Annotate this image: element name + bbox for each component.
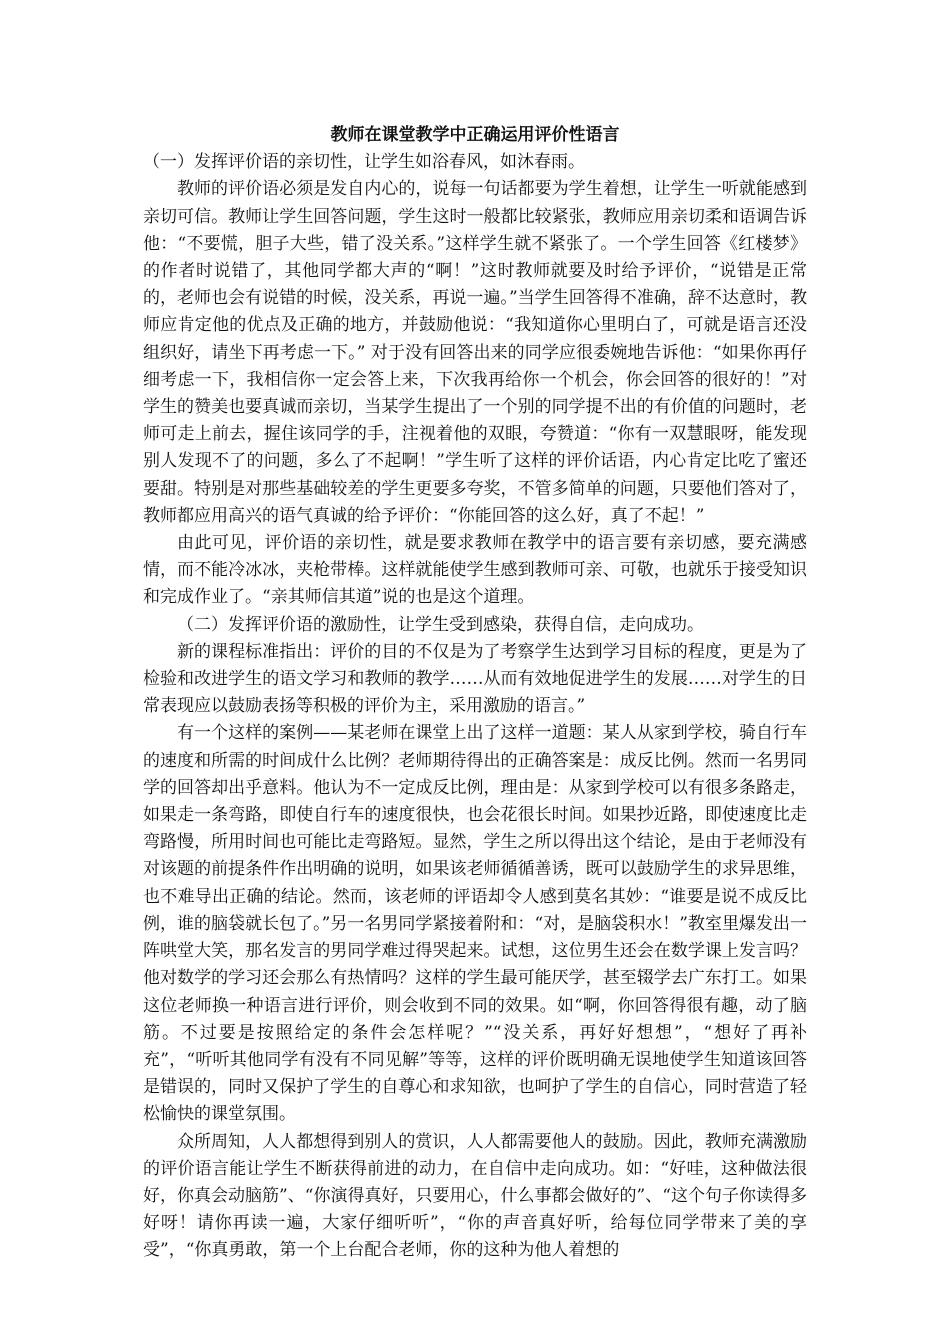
document-body [143, 122, 807, 1265]
document-title: 教师在课堂教学中正确运用评价性语言 [330, 125, 620, 145]
paragraph: 众所周知，人人都想得到别人的赏识，人人都需要他人的鼓励。因此，教师充满激励的评价语言能让学生不断获得前进的动力，在自信中走向成功。如：“好哇，这种做法很好，你真会动脑筋”、“你演得真好，只要用心，什么事都会做好的”、“这个句子你读得多好呀！请你再读一遍，大家仔细听听”，“你的声音真好听，给每位同学带来了美的享受”，“你真勇敢，第一个上台配合老师，你的这种为他人着想的 [143, 1131, 807, 1261]
paragraph: 教师的评价语必须是发自内心的，说每一句话都要为学生着想，让学生一听就能感到亲切可信。教师让学生回答问题，学生这时一般都比较紧张，教师应用亲切柔和语调告诉他：“不要慌，胆子大些，错了没关系。”这样学生就不紧张了。一个学生回答《红楼梦》的作者时说错了，其他同学都大声的“啊！”这时教师就要及时给予评价，“说错是正常的，老师也会有说错的时候，没关系，再说一遍。”当学生回答得不准确，辞不达意时，教师应肯定他的优点及正确的地方，并鼓励他说：“我知道你心里明白了，可就是语言还没组织好，请坐下再考虑一下。” 对于没有回答出来的同学应很委婉地告诉他：“如果你再仔细考虑一下，我相信你一定会答上来，下次我再给你一个机会，你会回答的很好的！”对学生的赞美也要真诚而亲切，当某学生提出了一个别的同学提不出的有价值的问题时，老师可走上前去，握住该同学的手，注视着他的双眼，夸赞道：“你有一双慧眼呀，能发现别人发现不了的问题，多么了不起啊！”学生听了这样的评价话语，内心肯定比吃了蜜还要甜。特别是对那些基础较差的学生更要多夸奖，不管多简单的问题，只要他们答对了，教师都应用高兴的语气真诚的给予评价：“你能回答的这么好，真了不起！” [143, 179, 807, 526]
paragraph: 新的课程标准指出：评价的目的不仅是为了考察学生达到学习目标的程度，更是为了检验和改进学生的语文学习和教师的教学……从而有效地促进学生的发展……对学生的日常表现应以鼓励表扬等积极的评价为主，采用激励的语言。” [143, 641, 807, 717]
paragraph: 由此可见，评价语的亲切性，就是要求教师在教学中的语言要有亲切感，要充满感情，而不能冷冰冰，夹枪带棒。这样就能使学生感到教师可亲、可敬，也就乐于接受知识和完成作业了。“亲其师信其道”说的也是这个道理。 [143, 533, 807, 608]
section-heading-2: （二）发挥评价语的激励性，让学生受到感染，获得自信，走向成功。 [177, 614, 704, 635]
section-heading-1: （一）发挥评价语的亲切性，让学生如浴春风，如沐春雨。 [143, 152, 585, 173]
paragraph: 有一个这样的案例——某老师在课堂上出了这样一道题：某人从家到学校，骑自行车的速度和所需的时间成什么比例？老师期待得出的正确答案是：成反比例。然而一名男同学的回答却出乎意料。他认为不一定成反比例，理由是：从家到学校可以有很多条路走，如果走一条弯路，即使自行车的速度很快，也会花很长时间。如果抄近路，即使速度比走弯路慢，所用时间也可能比走弯路短。显然，学生之所以得出这个结论，是由于老师没有对该题的前提条件作出明确的说明，如果该老师循循善诱，既可以鼓励学生的求异思维，也不难导出正确的结论。然而，该老师的评语却令人感到莫名其妙：“谁要是说不成反比例，谁的脑袋就长包了。”另一名男同学紧接着附和：“对，是脑袋积水！”教室里爆发出一阵哄堂大笑，那名发言的男同学难过得哭起来。试想，这位男生还会在数学课上发言吗？他对数学的学习还会那么有热情吗？这样的学生最可能厌学，甚至辍学去广东打工。如果这位老师换一种语言进行评价，则会收到不同的效果。如“啊，你回答得很有趣，动了脑筋。不过要是按照给定的条件会怎样呢？”“没关系，再好好想想”，“想好了再补充”，“听听其他同学有没有不同见解”等等，这样的评价既明确无误地使学生知道该回答是错误的，同时又保护了学生的自尊心和求知欲，也呵护了学生的自信心，同时营造了轻松愉快的课堂氛围。 [143, 723, 807, 1125]
